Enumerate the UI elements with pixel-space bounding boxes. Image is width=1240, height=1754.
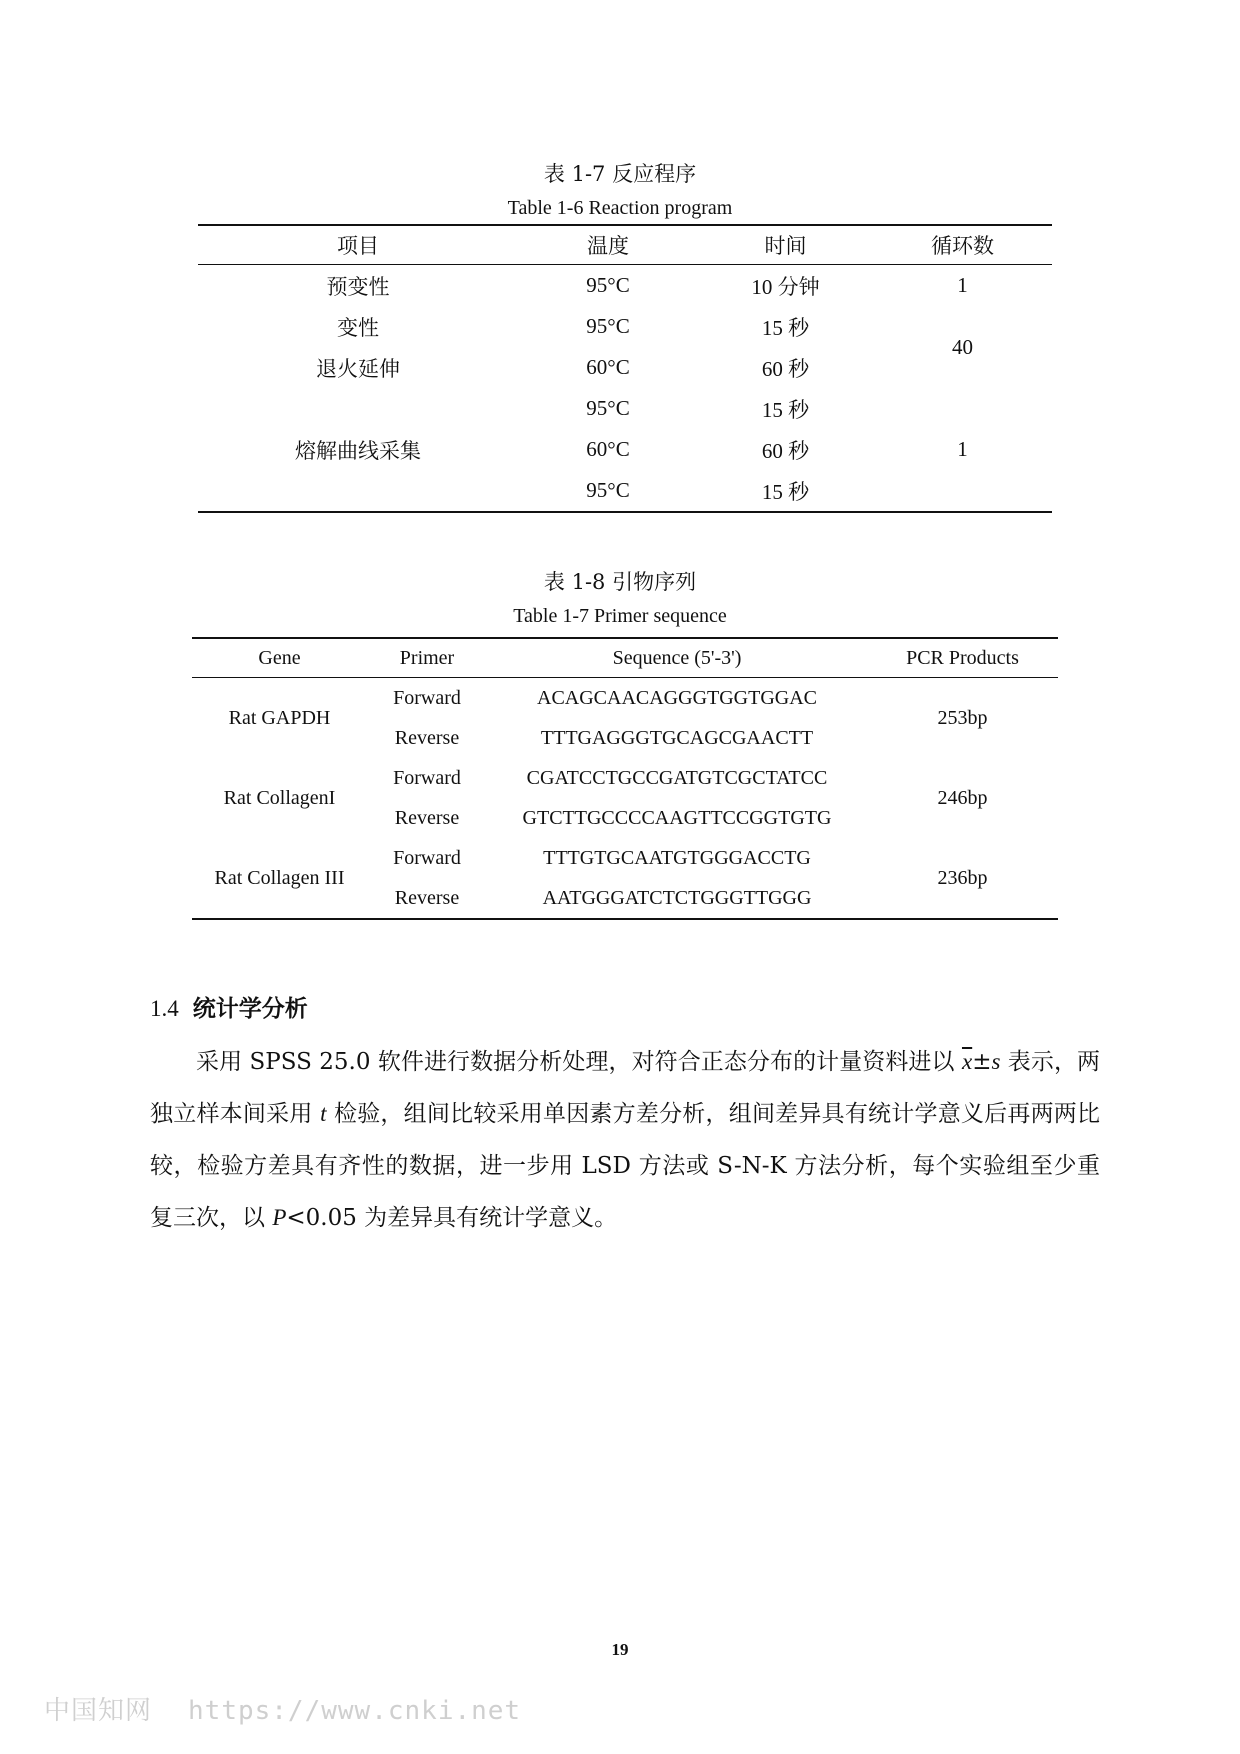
table-cell: 95°C xyxy=(586,273,630,297)
page-number: 19 xyxy=(611,1640,629,1659)
paragraph-text xyxy=(150,1036,1100,1244)
table-cell: 60°C xyxy=(586,355,630,379)
table-cell: 60 秒 xyxy=(761,356,810,381)
section-heading xyxy=(150,990,308,1023)
table-header-row xyxy=(192,638,1058,678)
table-cell: 95°C xyxy=(586,314,630,338)
table-header-cell: 循环数 xyxy=(873,225,1052,265)
table1-caption-zh: 表 1-7 反应程序 xyxy=(543,162,697,186)
table-cell: 95°C xyxy=(586,396,630,420)
watermark-brand: 中国知网 xyxy=(44,1696,153,1726)
table-cell: 15 秒 xyxy=(761,315,810,340)
table-header-cell: 温度 xyxy=(518,225,698,265)
watermark-url: https://www.cnki.net xyxy=(188,1696,522,1726)
primer-cell: Forward xyxy=(393,766,461,789)
gene-cell: Rat CollagenI xyxy=(223,786,336,809)
sequence-cell: TTTGAGGGTGCAGCGAACTT xyxy=(540,726,814,749)
table-cell: 15 秒 xyxy=(761,397,810,422)
table-header-cell: 项目 xyxy=(198,225,518,265)
primer-sequence-table xyxy=(192,637,1058,920)
table-cell: 1 xyxy=(957,273,968,297)
table2-caption-en: Table 1-7 Primer sequence xyxy=(513,605,727,627)
primer-cell: Reverse xyxy=(394,806,460,829)
table-row xyxy=(198,306,1052,347)
product-cell: 253bp xyxy=(937,706,988,729)
mean-symbol: $\overline{x}$ xyxy=(961,1049,973,1074)
table-cell: 1 xyxy=(957,437,968,461)
sequence-cell: AATGGGATCTCTGGGTTGGG xyxy=(542,886,812,909)
table-header-cell: Gene xyxy=(192,638,367,678)
primer-cell: Reverse xyxy=(394,886,460,909)
plus-minus-symbol: ± xyxy=(972,1049,992,1075)
table-cell: 熔解曲线采集 xyxy=(295,438,421,463)
section-number: 1.4 xyxy=(150,996,179,1021)
table-cell: 60 秒 xyxy=(761,438,810,463)
table-cell: 退火延伸 xyxy=(316,356,400,381)
table-header-cell: Sequence (5'-3') xyxy=(487,638,867,678)
sd-symbol: s xyxy=(991,1049,1001,1074)
table-cell: 预变性 xyxy=(326,274,390,299)
table-row xyxy=(192,758,1058,798)
paragraph-part1: 采用 SPSS 25.0 软件进行数据分析处理，对符合正态分布的计量资料进以 xyxy=(196,1049,962,1075)
table-cell: 10 分钟 xyxy=(751,274,820,299)
table2-caption-zh: 表 1-8 引物序列 xyxy=(543,570,697,594)
primer-cell: Reverse xyxy=(394,726,460,749)
sequence-cell: TTTGTGCAATGTGGGACCTG xyxy=(543,846,811,869)
product-cell: 236bp xyxy=(937,866,988,889)
table-cell: 60°C xyxy=(586,437,630,461)
gene-cell: Rat Collagen III xyxy=(214,866,345,889)
table-cell: 40 xyxy=(952,334,973,359)
table-row xyxy=(198,265,1052,307)
table-row xyxy=(192,838,1058,878)
table-cell: 变性 xyxy=(337,315,379,340)
sequence-cell: CGATCCTGCCGATGTCGCTATCC xyxy=(526,766,828,789)
table-cell: 95°C xyxy=(586,478,630,502)
body-paragraph xyxy=(150,1036,1100,1244)
table-header-cell: Primer xyxy=(367,638,487,678)
product-cell: 246bp xyxy=(937,786,988,809)
sequence-cell: GTCTTGCCCCAAGTTCCGGTGTG xyxy=(522,806,832,829)
sequence-cell: ACAGCAACAGGGTGGTGGAC xyxy=(537,686,817,709)
paragraph-part2: 表示，两独立样本间采用 xyxy=(150,1049,1101,1127)
watermark xyxy=(44,1690,521,1727)
paragraph-part3: 检验，组间比较采用单因素方差分析，组间差异具有统计学意义后再两两比较，检验方差具有齐性的数据，进一步用 LSD 方法或 S-N-K 方法分析，每个实验组至少重复三次，以 xyxy=(150,1101,1101,1231)
t-symbol: t xyxy=(320,1101,327,1126)
table1-caption-en: Table 1-6 Reaction program xyxy=(507,197,733,219)
primer-cell: Forward xyxy=(393,686,461,709)
gene-cell: Rat GAPDH xyxy=(228,706,331,729)
table-header-row xyxy=(198,225,1052,265)
paragraph-part4: <0.05 为差异具有统计学意义。 xyxy=(286,1205,618,1231)
table-cell: 15 秒 xyxy=(761,479,810,504)
reaction-program-table xyxy=(198,224,1052,513)
section-title: 统计学分析 xyxy=(192,995,308,1022)
table-row xyxy=(192,678,1058,719)
table-header-cell: PCR Products xyxy=(867,638,1058,678)
table-header-cell: 时间 xyxy=(698,225,873,265)
table-row xyxy=(198,388,1052,429)
p-symbol: P xyxy=(272,1205,287,1230)
primer-cell: Forward xyxy=(393,846,461,869)
